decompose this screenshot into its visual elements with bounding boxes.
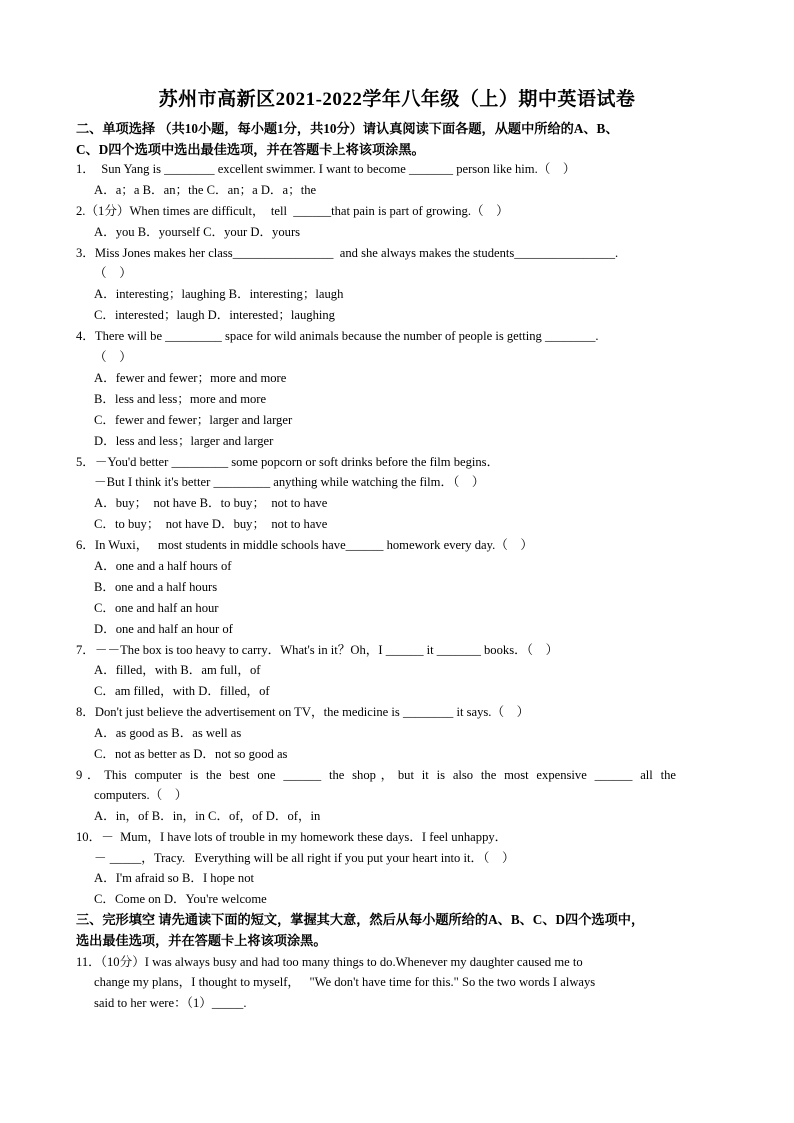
- question-4-option-a: A．fewer and fewer；more and more: [94, 371, 287, 385]
- question-8-stem: 8．Don't just believe the advertisement on TV，the medicine is ________ it says.（ ）: [76, 705, 530, 719]
- question-8-options-ab: A．as good as B．as well as: [94, 726, 242, 740]
- question-6-option-c: C．one and half an hour: [94, 601, 219, 615]
- question-3-stem-cont: （ ）: [94, 266, 132, 280]
- question-3-options-ab: A．interesting；laughing B．interesting；laugh: [94, 287, 344, 301]
- question-7-options-ab: A．filled，with B．am full，of: [94, 663, 261, 677]
- question-10-options-ab: A．I'm afraid so B．I hope not: [94, 871, 255, 885]
- section-2-heading-line-1: 二、单项选择 （共10小题，每小题1分，共10分）请认真阅读下面各题，从题中所给的A、B、: [76, 121, 619, 136]
- question-8-options-cd: C．not as better as D．not so good as: [94, 747, 288, 761]
- exam-title: 苏州市高新区2021-2022学年八年级（上）期中英语试卷: [158, 89, 636, 110]
- question-2-stem: 2.（1分）When times are difficult， tell ______that pain is part of growing.（ ）: [76, 204, 509, 218]
- question-5-options-ab: A．buy； not have B．to buy； not to have: [94, 496, 328, 510]
- question-4-option-d: D．less and less；larger and larger: [94, 434, 274, 448]
- question-1-options: A．a；a B．an；the C．an；a D．a；the: [94, 183, 317, 197]
- question-6-option-b: B．one and a half hours: [94, 580, 218, 594]
- section-2-heading-line-2: C、D四个选项中选出最佳选项，并在答题卡上将该项涂黑。: [76, 142, 425, 157]
- question-5-options-cd: C．to buy； not have D．buy； not to have: [94, 517, 328, 531]
- question-3-options-cd: C．interested；laugh D．interested；laughing: [94, 308, 335, 322]
- question-4-option-b: B．less and less；more and more: [94, 392, 267, 406]
- question-6-option-a: A．one and a half hours of: [94, 559, 232, 573]
- question-6-option-d: D．one and half an hour of: [94, 622, 233, 636]
- section-3-heading-line-1: 三、完形填空 请先通读下面的短文，掌握其大意，然后从每小题所给的A、B、C、D四个选项中，: [76, 912, 645, 927]
- question-7-options-cd: C．am filled，with D．filled，of: [94, 684, 270, 698]
- question-11-passage-line-2: change my plans，I thought to myself， "We don't have time for this." So the two words I always: [94, 975, 596, 989]
- question-3-stem: 3．Miss Jones makes her class________________ and she always makes the students________________.: [76, 246, 619, 260]
- question-2-options: A．you B．yourself C．your D．yours: [94, 225, 301, 239]
- question-4-stem: 4．There will be _________ space for wild animals because the number of people is getting ________.: [76, 329, 599, 343]
- question-9-stem-cont: computers.（ ）: [94, 788, 188, 802]
- question-4-stem-cont: （ ）: [94, 350, 132, 364]
- question-6-stem: 6．In Wuxi， most students in middle schools have______ homework every day.（ ）: [76, 538, 534, 552]
- question-5-stem-cont: －But I think it's better _________ anything while watching the film．（ ）: [94, 475, 485, 489]
- section-3-heading-line-2: 选出最佳选项，并在答题卡上将该项涂黑。: [76, 933, 327, 948]
- question-4-option-c: C．fewer and fewer；larger and larger: [94, 413, 293, 427]
- question-11-passage-line-1: 11．（10分）I was always busy and had too many things to do.Whenever my daughter caused me to: [76, 955, 583, 969]
- question-11-passage-line-3: said to her were：（1）_____.: [94, 996, 247, 1010]
- question-10-options-cd: C．Come on D．You're welcome: [94, 892, 267, 906]
- question-10-stem-cont: － _____，Tracy. Everything will be all right if you put your heart into it．（ ）: [94, 851, 515, 865]
- question-9-options: A．in，of B．in，in C．of，of D．of，in: [94, 809, 321, 823]
- question-1-stem: 1． Sun Yang is ________ excellent swimmer. I want to become _______ person like him.（ ）: [76, 162, 576, 176]
- question-7-stem: 7．－－The box is too heavy to carry．What's in it？Oh，I ______ it _______ books．（ ）: [76, 643, 559, 657]
- question-9-stem: 9．This computer is the best one ______ the shop，but it is also the most expensive ______ all the: [76, 768, 676, 782]
- question-5-stem: 5．－You'd better _________ some popcorn or soft drinks before the film begins．: [76, 455, 500, 469]
- question-10-stem: 10．－ Mum，I have lots of trouble in my homework these days．I feel unhappy．: [76, 830, 508, 844]
